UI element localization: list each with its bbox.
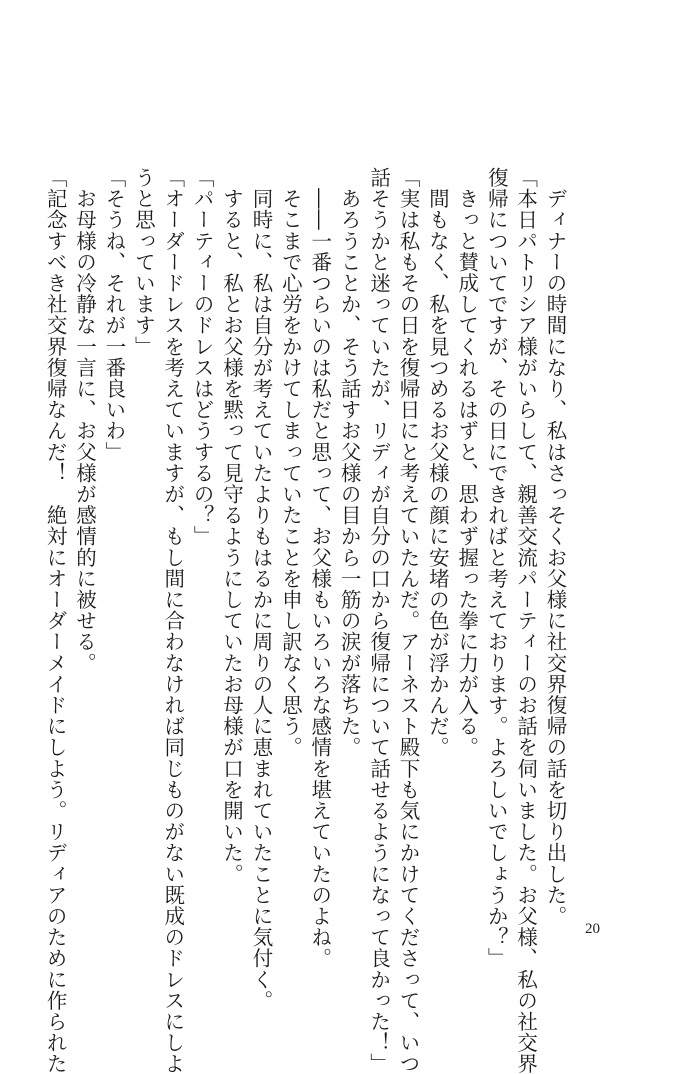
text-line: お母様の冷静な一言に、お父様が感情的に被せる。 <box>72 167 97 674</box>
text-line: ――一番つらいのは私だと思って、お父様もいろいろな感情を堪えていたのよね。 <box>307 167 332 969</box>
text-line: 間もなく、私を見つめるお父様の顔に安堵の色が浮かんだ。 <box>425 167 450 758</box>
text-line: ディナーの時間になり、私はさっそくお父様に社交界復帰の話を切り出した。 <box>543 167 567 927</box>
text-line: 「実は私もその日を復帰日にと考えていたんだ。アーネスト殿下も気にかけてくださって、いつ <box>395 167 420 1074</box>
text-line: 話そうかと迷っていたが、リディが自分の口から復帰について話せるようになって良かった！」 <box>366 167 391 1074</box>
text-line: あろうことか、そう話すお父様の目から一筋の涙が落ちた。 <box>337 167 362 758</box>
text-line: 「記念すべき社交界復帰なんだ！ 絶対にオーダーメイドにしよう。リディアのために作られた <box>43 167 68 1074</box>
text-line: そこまで心労をかけてしまっていたことを申し訳なく思う。 <box>278 167 303 758</box>
vertical-text-body <box>40 167 569 1074</box>
text-line: うと思っています」 <box>131 167 156 357</box>
text-line: 「そうね、それが一番良いわ」 <box>101 167 126 463</box>
text-line: 「オーダードレスを考えていますが、もし間に合わなければ同じものがない既成のドレスにしよ <box>160 167 185 1074</box>
text-line: 同時に、私は自分が考えていたよりもはるかに周りの人に恵まれていたことに気付く。 <box>248 167 273 1011</box>
text-line: すると、私とお父様を黙って見守るようにしていたお母様が口を開いた。 <box>219 167 244 885</box>
text-line: 「パーティーのドレスはどうするの？」 <box>190 167 215 547</box>
text-line: 復帰についてですが、その日にできればと考えております。よろしいでしょうか？」 <box>484 167 509 969</box>
text-line: きっと賛成してくれるはずと、思わず握った拳に力が入る。 <box>454 167 479 758</box>
page-number: 20 <box>585 921 600 937</box>
text-line: 「本日パトリシア様がいらして、親善交流パーティーのお話を伺いました。お父様、私の社交界 <box>513 167 538 1074</box>
